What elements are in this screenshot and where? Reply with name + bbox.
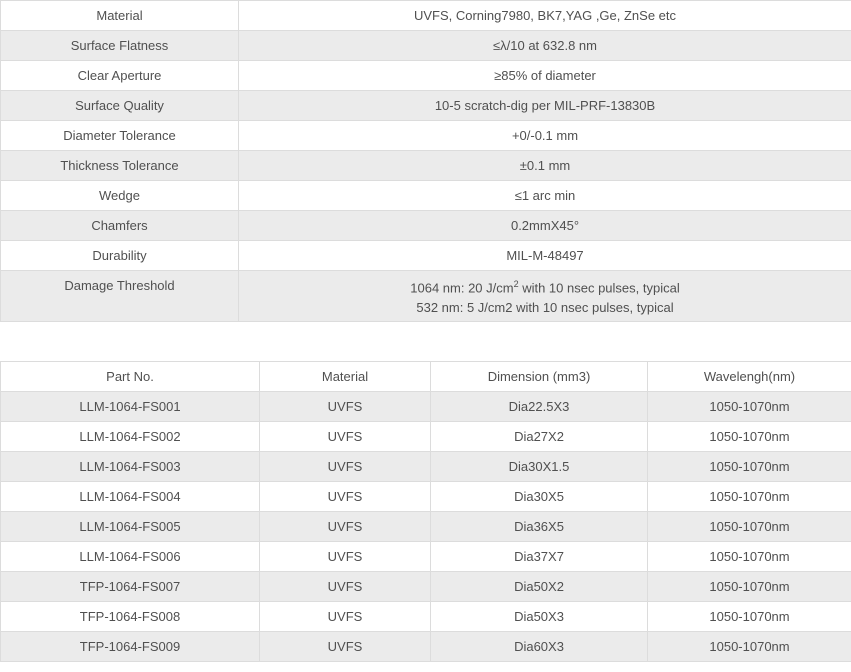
part-no-cell: TFP-1064-FS007 — [1, 572, 260, 602]
material-cell: UVFS — [260, 482, 431, 512]
part-no-cell: LLM-1064-FS002 — [1, 422, 260, 452]
table-row — [1, 482, 851, 512]
dimension-cell: Dia36X5 — [431, 512, 648, 542]
part-no-cell: LLM-1064-FS006 — [1, 542, 260, 572]
dimension-cell: Dia60X3 — [431, 632, 648, 662]
part-no-cell: LLM-1064-FS003 — [1, 452, 260, 482]
spec-row-damage-threshold — [1, 271, 851, 322]
spec-label: Damage Threshold — [1, 271, 239, 322]
spec-value: 0.2mmX45° — [239, 211, 851, 241]
spec-value: 10-5 scratch-dig per MIL-PRF-13830B — [239, 91, 851, 121]
damage-line-1064-text: 1064 nm: 20 J/cm — [410, 280, 514, 296]
part-no-cell: LLM-1064-FS005 — [1, 512, 260, 542]
dimension-cell: Dia30X1.5 — [431, 452, 648, 482]
header-part-no: Part No. — [1, 362, 260, 392]
wavelength-cell: 1050-1070nm — [648, 452, 851, 482]
wavelength-cell: 1050-1070nm — [648, 392, 851, 422]
dimension-cell: Dia27X2 — [431, 422, 648, 452]
material-cell: UVFS — [260, 542, 431, 572]
spec-label: Wedge — [1, 181, 239, 211]
table-row — [1, 452, 851, 482]
parts-header-row — [1, 362, 851, 392]
spec-label: Surface Quality — [1, 91, 239, 121]
table-row — [1, 602, 851, 632]
material-cell: UVFS — [260, 602, 431, 632]
table-row — [1, 542, 851, 572]
material-cell: UVFS — [260, 422, 431, 452]
spec-value: MIL-M-48497 — [239, 241, 851, 271]
spec-row-wedge — [1, 181, 851, 211]
spec-row-surface-flatness — [1, 31, 851, 61]
wavelength-cell: 1050-1070nm — [648, 572, 851, 602]
wavelength-cell: 1050-1070nm — [648, 482, 851, 512]
material-cell: UVFS — [260, 392, 431, 422]
material-cell: UVFS — [260, 572, 431, 602]
spec-row-clear-aperture — [1, 61, 851, 91]
dimension-cell: Dia50X2 — [431, 572, 648, 602]
spec-label: Surface Flatness — [1, 31, 239, 61]
parts-table — [0, 361, 851, 662]
part-no-cell: TFP-1064-FS008 — [1, 602, 260, 632]
parts-body — [1, 392, 851, 662]
wavelength-cell: 1050-1070nm — [648, 602, 851, 632]
spec-value: ≤λ/10 at 632.8 nm — [239, 31, 851, 61]
spec-row-surface-quality — [1, 91, 851, 121]
spec-label: Diameter Tolerance — [1, 121, 239, 151]
spec-value: ≥85% of diameter — [239, 61, 851, 91]
wavelength-cell: 1050-1070nm — [648, 512, 851, 542]
header-wavelength: Wavelengh(nm) — [648, 362, 851, 392]
damage-line-1064-tail: with 10 nsec pulses, typical — [518, 280, 680, 296]
dimension-cell: Dia37X7 — [431, 542, 648, 572]
spec-label: Chamfers — [1, 211, 239, 241]
wavelength-cell: 1050-1070nm — [648, 422, 851, 452]
spec-value: ≤1 arc min — [239, 181, 851, 211]
spec-value — [239, 271, 851, 322]
dimension-cell: Dia22.5X3 — [431, 392, 648, 422]
spec-label: Thickness Tolerance — [1, 151, 239, 181]
header-dimension: Dimension (mm3) — [431, 362, 648, 392]
spec-value: ±0.1 mm — [239, 151, 851, 181]
header-material: Material — [260, 362, 431, 392]
part-no-cell: LLM-1064-FS001 — [1, 392, 260, 422]
damage-line-1064 — [243, 274, 847, 298]
table-row — [1, 632, 851, 662]
wavelength-cell: 1050-1070nm — [648, 632, 851, 662]
spec-row-thickness-tolerance — [1, 151, 851, 181]
dimension-cell: Dia30X5 — [431, 482, 648, 512]
table-row — [1, 512, 851, 542]
table-row — [1, 392, 851, 422]
material-cell: UVFS — [260, 632, 431, 662]
spec-label: Material — [1, 1, 239, 31]
spec-row-material — [1, 1, 851, 31]
material-cell: UVFS — [260, 512, 431, 542]
damage-line-532: 532 nm: 5 J/cm2 with 10 nsec pulses, typical — [416, 300, 674, 316]
spec-value: +0/-0.1 mm — [239, 121, 851, 151]
spec-row-durability — [1, 241, 851, 271]
spec-value: UVFS, Corning7980, BK7,YAG ,Ge, ZnSe etc — [239, 1, 851, 31]
superscript-2: 2 — [513, 278, 519, 289]
dimension-cell: Dia50X3 — [431, 602, 648, 632]
wavelength-cell: 1050-1070nm — [648, 542, 851, 572]
part-no-cell: TFP-1064-FS009 — [1, 632, 260, 662]
specifications-body — [1, 1, 851, 322]
spec-row-diameter-tolerance — [1, 121, 851, 151]
spec-row-chamfers — [1, 211, 851, 241]
specifications-table — [0, 0, 851, 322]
material-cell: UVFS — [260, 452, 431, 482]
spec-label: Clear Aperture — [1, 61, 239, 91]
spec-label: Durability — [1, 241, 239, 271]
part-no-cell: LLM-1064-FS004 — [1, 482, 260, 512]
table-row — [1, 572, 851, 602]
table-row — [1, 422, 851, 452]
